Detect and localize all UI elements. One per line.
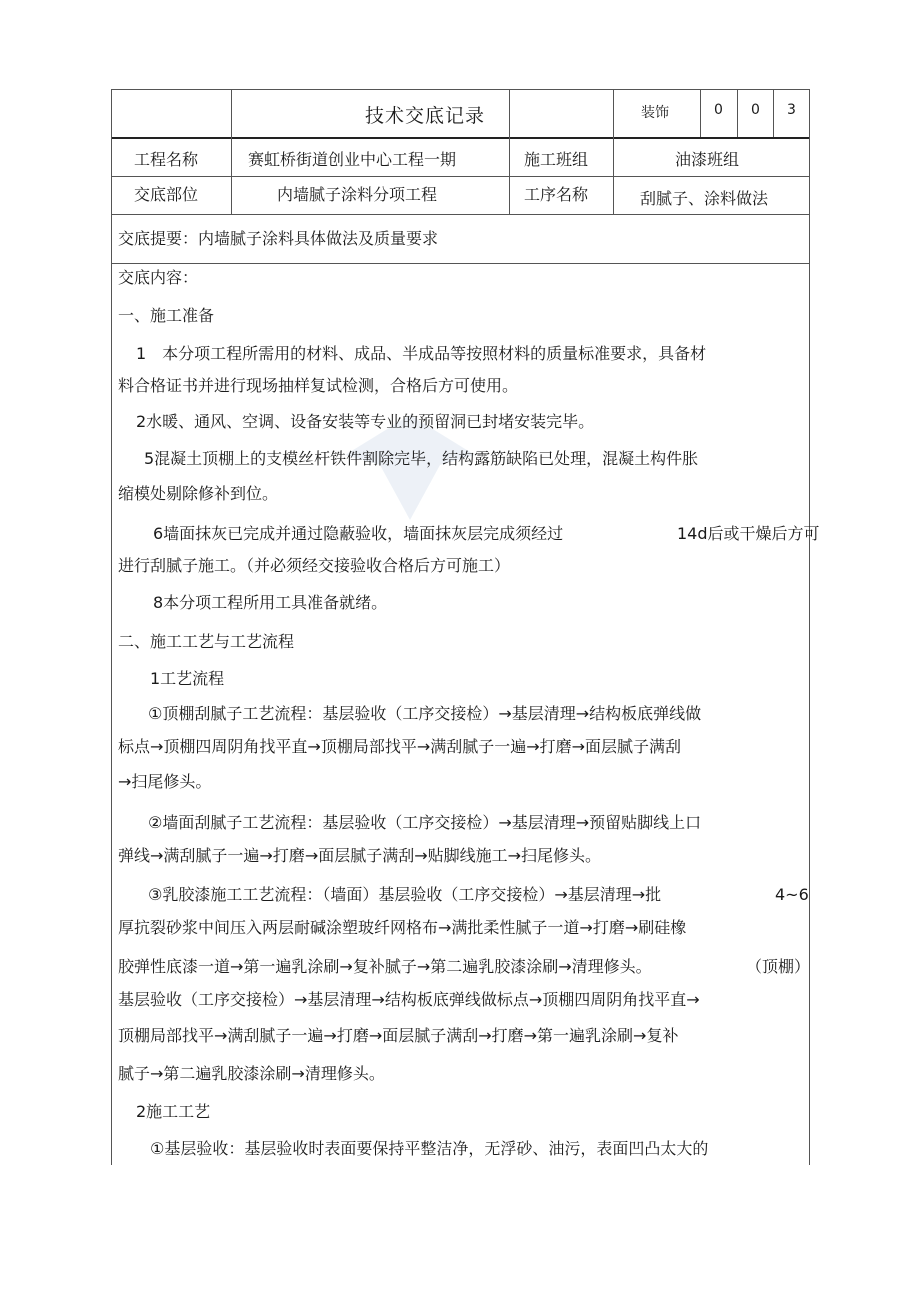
paragraph-line: 8本分项工程所用工具准备就绪。 xyxy=(153,593,388,612)
paragraph-line: ①基层验收：基层验收时表面要保持平整洁净，无浮砂、油污，表面凹凸太大的 xyxy=(150,1139,709,1158)
project-name-label: 工程名称 xyxy=(134,150,199,169)
paragraph-line: 厚抗裂砂浆中间压入两层耐碱涂塑玻纤网格布→满批柔性腻子一道→打磨→刷硅橡 xyxy=(118,918,687,937)
col-divider xyxy=(737,89,738,137)
paragraph-line: 5混凝土顶棚上的支模丝杆铁件割除完毕，结构露筋缺陷已处理，混凝土构件胀 xyxy=(144,449,699,468)
summary-text: 交底提要：内墙腻子涂料具体做法及质量要求 xyxy=(118,229,439,248)
paragraph-line: 2水暖、通风、空调、设备安装等专业的预留洞已封堵安装完毕。 xyxy=(136,412,595,431)
paragraph-line: 弹线→满刮腻子一遍→打磨→面层腻子满刮→贴脚线施工→扫尾修头。 xyxy=(118,846,602,865)
paragraph-line: 标点→顶棚四周阴角找平直→顶棚局部找平→满刮腻子一遍→打磨→面层腻子满刮 xyxy=(118,737,682,756)
project-name-value: 赛虹桥街道创业中心工程一期 xyxy=(248,150,457,169)
paragraph-line: ①顶棚刮腻子工艺流程：基层验收（工序交接检）→基层清理→结构板底弹线做 xyxy=(148,704,702,723)
content-heading: 交底内容： xyxy=(118,268,199,287)
col-divider xyxy=(700,89,701,137)
paragraph-line: 14d后或干燥后方可 xyxy=(677,524,820,543)
row-divider xyxy=(111,176,810,177)
team-value: 油漆班组 xyxy=(675,150,740,169)
code-digit: 0 xyxy=(714,102,723,118)
row-divider xyxy=(111,214,810,215)
paragraph-line: 4~6 xyxy=(775,885,809,904)
table-border-right xyxy=(809,89,810,1165)
paragraph-line: （顶棚） xyxy=(746,957,811,976)
table-border-top xyxy=(111,89,810,90)
subsection-heading: 1工艺流程 xyxy=(150,669,225,688)
paragraph-line: 腻子→第二遍乳胶漆涂刷→清理修头。 xyxy=(118,1064,385,1083)
paragraph-line: 基层验收（工序交接检）→基层清理→结构板底弹线做标点→顶棚四周阴角找平直→ xyxy=(118,990,700,1009)
col-divider xyxy=(773,89,774,137)
paragraph-line: ③乳胶漆施工工艺流程：（墙面）基层验收（工序交接检）→基层清理→批 xyxy=(148,885,662,904)
paragraph-line: ②墙面刮腻子工艺流程：基层验收（工序交接检）→基层清理→预留贴脚线上口 xyxy=(148,813,702,832)
paragraph-line: 缩模处剔除修补到位。 xyxy=(118,484,279,503)
category-label: 装饰 xyxy=(641,105,669,121)
code-digit: 0 xyxy=(751,102,760,118)
col-divider xyxy=(231,89,232,214)
section-heading: 一、施工准备 xyxy=(118,306,215,325)
table-border-left xyxy=(111,89,112,1165)
paragraph-line: 料合格证书并进行现场抽样复试检测，合格后方可使用。 xyxy=(118,376,519,395)
subsection-heading: 2施工工艺 xyxy=(136,1102,211,1121)
page-title: 技术交底记录 xyxy=(365,105,486,127)
part-label: 交底部位 xyxy=(134,185,199,204)
code-digit: 3 xyxy=(787,102,796,118)
paragraph-line: 1 本分项工程所需用的材料、成品、半成品等按照材料的质量标准要求，具备材 xyxy=(136,344,707,363)
team-label: 施工班组 xyxy=(524,150,589,169)
section-heading: 二、施工工艺与工艺流程 xyxy=(118,632,295,651)
header-divider xyxy=(111,137,810,139)
paragraph-line: 胶弹性底漆一道→第一遍乳涂刷→复补腻子→第二遍乳胶漆涂刷→清理修头。 xyxy=(118,957,652,976)
part-value: 内墙腻子涂料分项工程 xyxy=(277,185,438,204)
process-label: 工序名称 xyxy=(524,185,589,204)
col-divider xyxy=(509,89,510,214)
row-divider xyxy=(111,263,810,264)
process-value: 刮腻子、涂料做法 xyxy=(640,189,769,208)
col-divider xyxy=(613,89,614,214)
paragraph-line: 进行刮腻子施工。（并必须经交接验收合格后方可施工） xyxy=(118,556,511,575)
paragraph-line: 顶棚局部找平→满刮腻子一遍→打磨→面层腻子满刮→打磨→第一遍乳涂刷→复补 xyxy=(118,1026,679,1045)
paragraph-line: →扫尾修头。 xyxy=(118,772,212,791)
paragraph-line: 6墙面抹灰已完成并通过隐蔽验收，墙面抹灰层完成须经过 xyxy=(153,524,564,543)
